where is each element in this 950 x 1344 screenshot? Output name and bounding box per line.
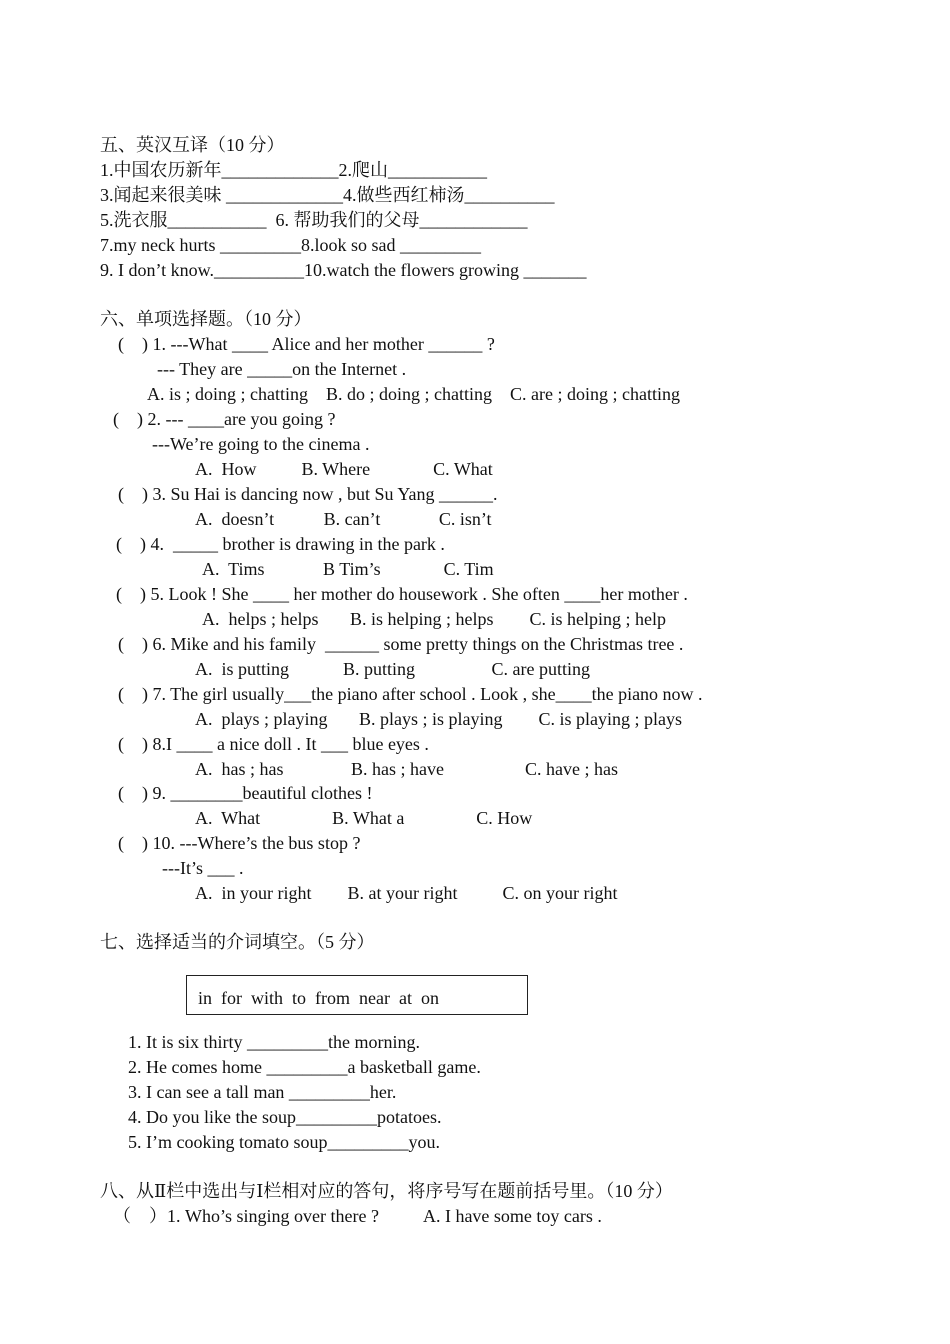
options-line: A. How B. Where C. What bbox=[195, 459, 493, 479]
options-line: A. in your right B. at your right C. on your right bbox=[195, 883, 618, 903]
question-line: ---It’s ___ . bbox=[162, 858, 244, 878]
question-line: ( ) 1. ---What ____ Alice and her mother ______ ? bbox=[118, 334, 495, 354]
options-line: A. doesn’t B. can’t C. isn’t bbox=[195, 509, 492, 529]
question-line: ( ) 8.I ____ a nice doll . It ___ blue eyes . bbox=[118, 734, 429, 754]
fill-blank-line: 4. Do you like the soup_________potatoes. bbox=[128, 1107, 442, 1127]
section5-line: 3.闻起来很美味 _____________4.做些西红柿汤__________ bbox=[100, 185, 555, 205]
question-line: ---We’re going to the cinema . bbox=[152, 434, 370, 454]
fill-blank-line: 1. It is six thirty _________the morning. bbox=[128, 1032, 420, 1052]
section7-title: 七、选择适当的介词填空。（5 分） bbox=[100, 932, 375, 952]
section6-title: 六、单项选择题。（10 分） bbox=[100, 309, 312, 329]
question-line: ( ) 6. Mike and his family ______ some pretty things on the Christmas tree . bbox=[118, 634, 684, 654]
fill-blank-line: 2. He comes home _________a basketball game. bbox=[128, 1057, 481, 1077]
question-line: ( ) 9. ________beautiful clothes ! bbox=[118, 783, 373, 803]
options-line: A. is ; doing ; chatting B. do ; doing ; chatting C. are ; doing ; chatting bbox=[147, 384, 680, 404]
question-line: ( ) 5. Look ! She ____ her mother do housework . She often ____her mother . bbox=[116, 584, 688, 604]
section8-title: 八、从Ⅱ栏中选出与Ⅰ栏相对应的答句，将序号写在题前括号里。（10 分） bbox=[100, 1181, 673, 1201]
fill-blank-line: 5. I’m cooking tomato soup_________you. bbox=[128, 1132, 440, 1152]
fill-blank-line: 3. I can see a tall man _________her. bbox=[128, 1082, 397, 1102]
word-bank-box bbox=[186, 975, 528, 1015]
question-line: ( ) 2. --- ____are you going ? bbox=[113, 409, 336, 429]
options-line: A. is putting B. putting C. are putting bbox=[195, 659, 590, 679]
options-line: A. has ; has B. has ; have C. have ; has bbox=[195, 759, 618, 779]
word-bank-text: in for with to from near at on bbox=[198, 988, 439, 1008]
options-line: A. What B. What a C. How bbox=[195, 808, 533, 828]
options-line: A. Tims B Tim’s C. Tim bbox=[202, 559, 494, 579]
question-line: ( ) 10. ---Where’s the bus stop ? bbox=[118, 833, 361, 853]
options-line: A. plays ; playing B. plays ; is playing C. is playing ; plays bbox=[195, 709, 682, 729]
section5-line: 7.my neck hurts _________8.look so sad _________ bbox=[100, 235, 481, 255]
question-line: ( ) 7. The girl usually___the piano after school . Look , she____the piano now . bbox=[118, 684, 703, 704]
section5-line: 9. I don’t know.__________10.watch the flowers growing _______ bbox=[100, 260, 587, 280]
section5-line: 1.中国农历新年_____________2.爬山___________ bbox=[100, 160, 487, 180]
options-line: A. helps ; helps B. is helping ; helps C. is helping ; help bbox=[202, 609, 666, 629]
matching-line: （ ）1. Who’s singing over there ? A. I have some toy cars . bbox=[113, 1206, 602, 1226]
section5-title: 五、英汉互译（10 分） bbox=[100, 135, 285, 155]
question-line: ( ) 3. Su Hai is dancing now , but Su Yang ______. bbox=[118, 484, 498, 504]
section5-line: 5.洗衣服___________ 6. 帮助我们的父母____________ bbox=[100, 210, 528, 230]
question-line: --- They are _____on the Internet . bbox=[157, 359, 407, 379]
question-line: ( ) 4. _____ brother is drawing in the park . bbox=[116, 534, 445, 554]
